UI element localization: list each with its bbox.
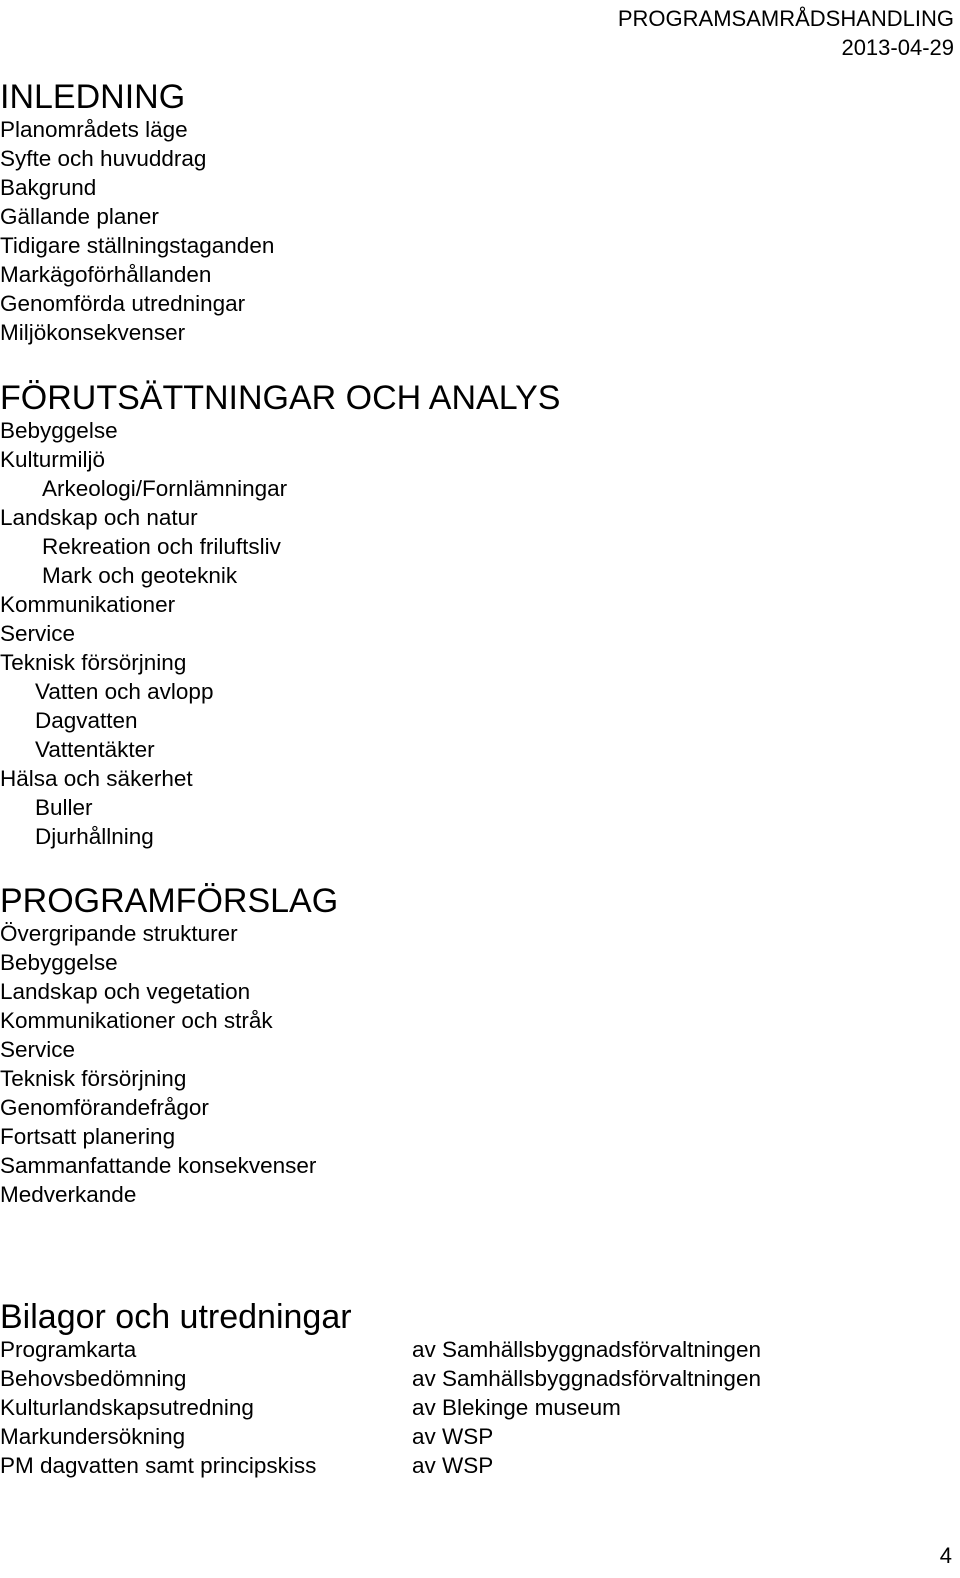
document-type: PROGRAMSAMRÅDSHANDLING — [617, 6, 954, 31]
section-programforslag — [0, 883, 940, 1209]
toc-item: Kulturmiljö — [0, 447, 106, 472]
toc-item: Övergripande strukturer — [0, 921, 238, 946]
toc-item: Service — [0, 1037, 76, 1062]
toc-subitem: Dagvatten — [35, 708, 138, 733]
toc-item: Miljökonsekvenser — [0, 320, 186, 345]
bilaga-author: av Samhällsbyggnadsförvaltningen — [412, 1337, 761, 1362]
toc-subitem: Arkeologi/Fornlämningar — [42, 476, 288, 501]
toc-subitem: Djurhållning — [35, 824, 154, 849]
bilaga-author: av WSP — [412, 1453, 494, 1478]
bilaga-author: av Blekinge museum — [412, 1395, 621, 1420]
toc-subitem: Buller — [35, 795, 93, 820]
toc-item: Kommunikationer och stråk — [0, 1008, 273, 1033]
toc-item: Kommunikationer — [0, 592, 176, 617]
table-row — [0, 1422, 940, 1451]
table-row — [0, 1335, 940, 1364]
toc-item: Planområdets läge — [0, 117, 188, 142]
toc-item: Teknisk försörjning — [0, 650, 187, 675]
toc-item: Gällande planer — [0, 204, 159, 229]
toc-item: Medverkande — [0, 1182, 137, 1207]
section-heading: INLEDNING — [0, 78, 186, 116]
toc-item: Bakgrund — [0, 175, 97, 200]
section-forutsattningar — [0, 380, 940, 851]
toc-subitem: Vattentäkter — [35, 737, 155, 762]
bilaga-name: Programkarta — [0, 1337, 137, 1362]
section-heading: FÖRUTSÄTTNINGAR OCH ANALYS — [0, 379, 561, 417]
bilaga-name: Behovsbedömning — [0, 1366, 187, 1391]
toc-list — [0, 919, 940, 1209]
bilaga-author: av Samhällsbyggnadsförvaltningen — [412, 1366, 761, 1391]
toc-item: Hälsa och säkerhet — [0, 766, 193, 791]
toc-item: Sammanfattande konsekvenser — [0, 1153, 317, 1178]
toc-item: Syfte och huvuddrag — [0, 146, 207, 171]
toc-item: Service — [0, 621, 76, 646]
toc-item: Markägoförhållanden — [0, 262, 212, 287]
toc-item: Bebyggelse — [0, 418, 118, 443]
toc-subitem: Rekreation och friluftsliv — [42, 534, 281, 559]
toc-subitem: Vatten och avlopp — [35, 679, 214, 704]
toc-item: Genomförandefrågor — [0, 1095, 209, 1120]
toc-list — [0, 115, 940, 347]
section-heading: PROGRAMFÖRSLAG — [0, 882, 339, 920]
bilaga-name: Kulturlandskapsutredning — [0, 1395, 254, 1420]
table-row — [0, 1364, 940, 1393]
table-row — [0, 1451, 940, 1480]
toc-item: Genomförda utredningar — [0, 291, 246, 316]
bilaga-name: Markundersökning — [0, 1424, 186, 1449]
table-row — [0, 1393, 940, 1422]
toc-item: Landskap och natur — [0, 505, 198, 530]
toc-item: Fortsatt planering — [0, 1124, 176, 1149]
document-header — [618, 4, 954, 62]
section-heading: Bilagor och utredningar — [0, 1298, 352, 1336]
toc-item: Landskap och vegetation — [0, 979, 251, 1004]
toc-item: Bebyggelse — [0, 950, 118, 975]
section-inledning — [0, 79, 940, 347]
toc-subitem: Mark och geoteknik — [42, 563, 238, 588]
bilaga-name: PM dagvatten samt principskiss — [0, 1453, 317, 1478]
toc-item: Teknisk försörjning — [0, 1066, 187, 1091]
toc-item: Tidigare ställningstaganden — [0, 233, 275, 258]
bilagor-table — [0, 1335, 940, 1480]
page-number: 4 — [939, 1543, 952, 1568]
section-bilagor — [0, 1299, 940, 1480]
bilaga-author: av WSP — [412, 1424, 494, 1449]
document-date: 2013-04-29 — [841, 35, 954, 60]
toc-list — [0, 416, 940, 851]
